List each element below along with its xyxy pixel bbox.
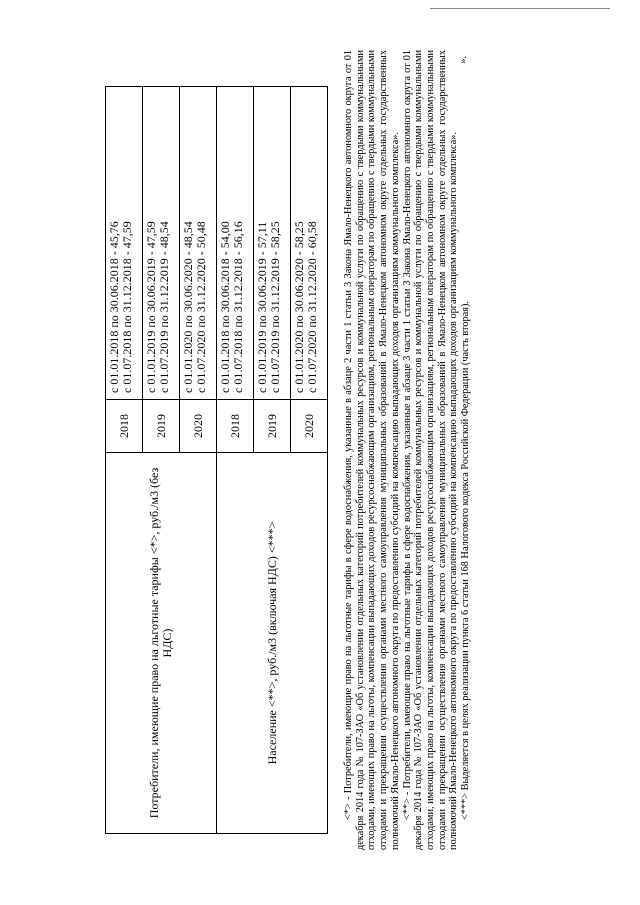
period-cell [254,87,291,400]
period-line: с 01.01.2018 по 30.06.2018 - 45,76 [107,221,121,393]
table-row [106,87,143,834]
period-cell [217,87,254,400]
year-cell: 2019 [254,400,291,453]
period-cell [143,87,180,400]
period-line: с 01.01.2019 по 30.06.2019 - 47,59 [144,221,158,393]
closing-quote: ». [458,56,470,64]
scan-edge-line [430,8,610,9]
footnote-2: <**> - Потребители, имеющие право на льготные тарифы в сфере водоснабжения, указанные в абзаце 3 части 1 статьи 3 Закона Ямало-Ненецкого автономного округа от 01 декабря 2014 года № 107-ЗАО «Об установлении отдельных категорий потребителей коммунальных ресурсов и коммунальной услуги по обращению с твердыми коммунальными отходами, имеющих право на льготы, компенсации выпадающих доходов ресурсоснабжающим организациям, региональным операторам по обращению с твердыми коммунальными отходами и прекращении осуществления органами местного самоуправления муниципальных образований в Ямало-Ненецком автономном округе отдельных государственных полномочий Ямало-Ненецкого автономного округа по предоставлению субсидий на компенсацию выпадающих доходов организациям коммунального комплекса». [401,50,460,850]
year-cell: 2018 [217,400,254,453]
footnotes [343,50,472,850]
period-cell [291,87,328,400]
period-line: с 01.07.2019 по 31.12.2019 - 58,25 [268,221,282,393]
period-line: с 01.01.2020 по 30.06.2020 - 48,54 [181,221,195,393]
year-cell: 2018 [106,400,143,453]
period-cell [106,87,143,400]
year-cell: 2020 [180,400,217,453]
footnote-1: <*> - Потребители, имеющие право на льготные тарифы в сфере водоснабжения, указанные в абзаце 2 части 1 статьи 3 Закона Ямало-Ненецкого автономного округа от 01 декабря 2014 года № 107-ЗАО «Об установлении отдельных категорий потребителей коммунальных ресурсов и коммунальной услуги по обращению с твердыми коммунальными отходами, имеющих право на льготы, компенсации выпадающих доходов ресурсоснабжающим организациям, региональным операторам по обращению с твердыми коммунальными отходами и прекращении осуществления органами местного самоуправления муниципальных образований в Ямало-Ненецком автономном округе отдельных государственных полномочий Ямало-Ненецкого автономного округа по предоставлению субсидий на компенсацию выпадающих доходов организациям коммунального комплекса». [343,50,401,850]
period-cell [180,87,217,400]
category-cell: Население <**>, руб./м3 (включая НДС) <***> [217,453,328,834]
period-line: с 01.07.2019 по 31.12.2019 - 48,54 [157,221,171,393]
period-line: с 01.07.2020 по 31.12.2020 - 60,58 [305,221,319,393]
year-cell: 2020 [291,400,328,453]
table-row [217,87,254,834]
period-line: с 01.07.2018 по 31.12.2018 - 56,16 [231,221,245,393]
rotated-content [105,42,535,862]
period-line: с 01.01.2018 по 30.06.2018 - 54,00 [218,221,232,393]
year-cell: 2019 [143,400,180,453]
period-line: с 01.07.2020 по 31.12.2020 - 50,48 [194,221,208,393]
footnote-3: <***> Выделяется в целях реализации пункта 6 статьи 168 Налогового кодекса Российской Федерации (часть вторая). [460,301,472,820]
category-cell: Потребители, имеющие право на льготные тарифы <*>, руб./м3 (без НДС) [106,453,217,834]
period-line: с 01.01.2019 по 30.06.2019 - 57,11 [255,221,269,393]
period-line: с 01.01.2020 по 30.06.2020 - 58,25 [292,221,306,393]
tariff-table [105,86,328,834]
period-line: с 01.07.2018 по 31.12.2018 - 47,59 [120,221,134,393]
